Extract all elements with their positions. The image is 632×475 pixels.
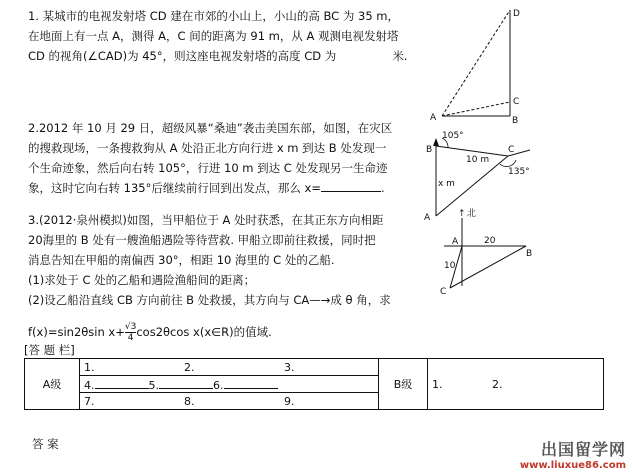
problem-2-line: 2.2012 年 10 月 29 日，超级风暴“桑迪”袭击美国东部，如图，在灾区: [28, 121, 393, 135]
answer-4[interactable]: 4.: [84, 378, 95, 392]
answer-7[interactable]: 7.: [84, 394, 95, 408]
answer-b-cell: [428, 359, 604, 410]
label-135: 135°: [508, 167, 530, 177]
watermark-title: 出国留学网: [540, 440, 626, 459]
label-B: B: [512, 116, 519, 124]
problem-1-figure: [440, 4, 560, 124]
problem-1-text: [28, 6, 407, 66]
problem-2-text: [28, 118, 392, 198]
answer-1[interactable]: 1.: [84, 360, 95, 374]
answer-title: 答 案: [32, 437, 59, 451]
answer-box-title: [答 题 栏]: [24, 343, 75, 357]
label-20: 20: [484, 236, 496, 246]
problem-2-line: 个生命迹象，然后向右转 105°，行进 10 m 到达 C 处发现另一生命迹: [28, 161, 388, 175]
problem-3-line: 消息告知在甲船的南偏西 30°，相距 10 海里的 C 处的乙船.: [28, 253, 335, 267]
answer-row-3: [80, 393, 379, 410]
problem-3-line: 3.(2012·泉州模拟)如图，当甲船位于 A 处时获悉，在其正东方向相距: [28, 213, 384, 227]
label-C2: C: [508, 145, 515, 155]
answer-6[interactable]: 6.: [213, 378, 224, 392]
problem-2-line: 象，这时它向右转 135°后继续前行回到出发点，那么 x= .: [28, 181, 385, 195]
problem-1-line: 在地面上有一点 A，测得 A，C 间的距离为 91 m，从 A 观测电视发射塔: [28, 29, 399, 43]
watermark: [520, 437, 626, 471]
label-B3: B: [526, 249, 533, 259]
answer-row-1: [80, 359, 379, 376]
problem-1-line: CD 的视角(∠CAD)为 45°，则这座电视发射塔的高度 CD 为 米.: [28, 49, 408, 63]
problem-1-label-A: A: [430, 113, 437, 123]
answer-5[interactable]: 5.: [148, 378, 159, 392]
answer-3[interactable]: 3.: [284, 360, 295, 374]
answer-8[interactable]: 8.: [184, 394, 195, 408]
answer-2[interactable]: 2.: [184, 360, 195, 374]
problem-2-line: 的搜救现场，一条搜救狗从 A 处沿正北方向行进 x m 到达 B 处发现一: [28, 141, 387, 155]
answer-row-2: [80, 376, 379, 393]
problem-3-figure: [426, 206, 536, 296]
label-A3: A: [452, 237, 459, 247]
answer-b1[interactable]: 1.: [432, 377, 443, 391]
north-arrow-icon: ↑: [458, 209, 466, 219]
problem-1-line: 1. 某城市的电视发射塔 CD 建在市郊的小山上，小山的高 BC 为 35 m，: [28, 9, 399, 23]
label-north: 北: [467, 209, 477, 219]
answer-blank[interactable]: [321, 179, 381, 192]
label-105: 105°: [442, 131, 464, 141]
label-xm: x m: [438, 179, 455, 189]
level-a-label: A级: [25, 359, 80, 410]
problem-3-text: [28, 210, 391, 343]
label-C: C: [513, 97, 520, 107]
fraction-numerator: √3: [124, 322, 137, 332]
label-10: 10: [444, 261, 456, 271]
watermark-url: www.liuxue86.com: [519, 460, 626, 471]
level-b-label: B级: [379, 359, 428, 410]
label-C3: C: [440, 287, 447, 296]
fraction-denominator: 4: [127, 333, 134, 343]
label-A2: A: [424, 213, 431, 223]
problem-3-line: 20海里的 B 处有一艘渔船遇险等待营救. 甲船立即前往救援，同时把: [28, 233, 376, 247]
problem-1-unit: 米.: [392, 49, 408, 63]
problem-3-line: (1)求处于 C 处的乙船和遇险渔船间的距离；: [28, 273, 256, 287]
label-10m: 10 m: [466, 155, 490, 165]
answer-b2[interactable]: 2.: [492, 377, 503, 391]
problem-3-line: (2)设乙船沿直线 CB 方向前往 B 处救援，其方向与 CA—→成 θ 角，求: [28, 293, 391, 307]
problem-3-function: f(x)=sin2θsin x+ $\frac{√3}{4}$ cos2θcos x(x∈R)的值域.: [28, 322, 272, 343]
answer-table: [24, 358, 604, 410]
label-D: D: [513, 9, 520, 19]
label-B2: B: [426, 145, 433, 155]
answer-9[interactable]: 9.: [284, 394, 295, 408]
